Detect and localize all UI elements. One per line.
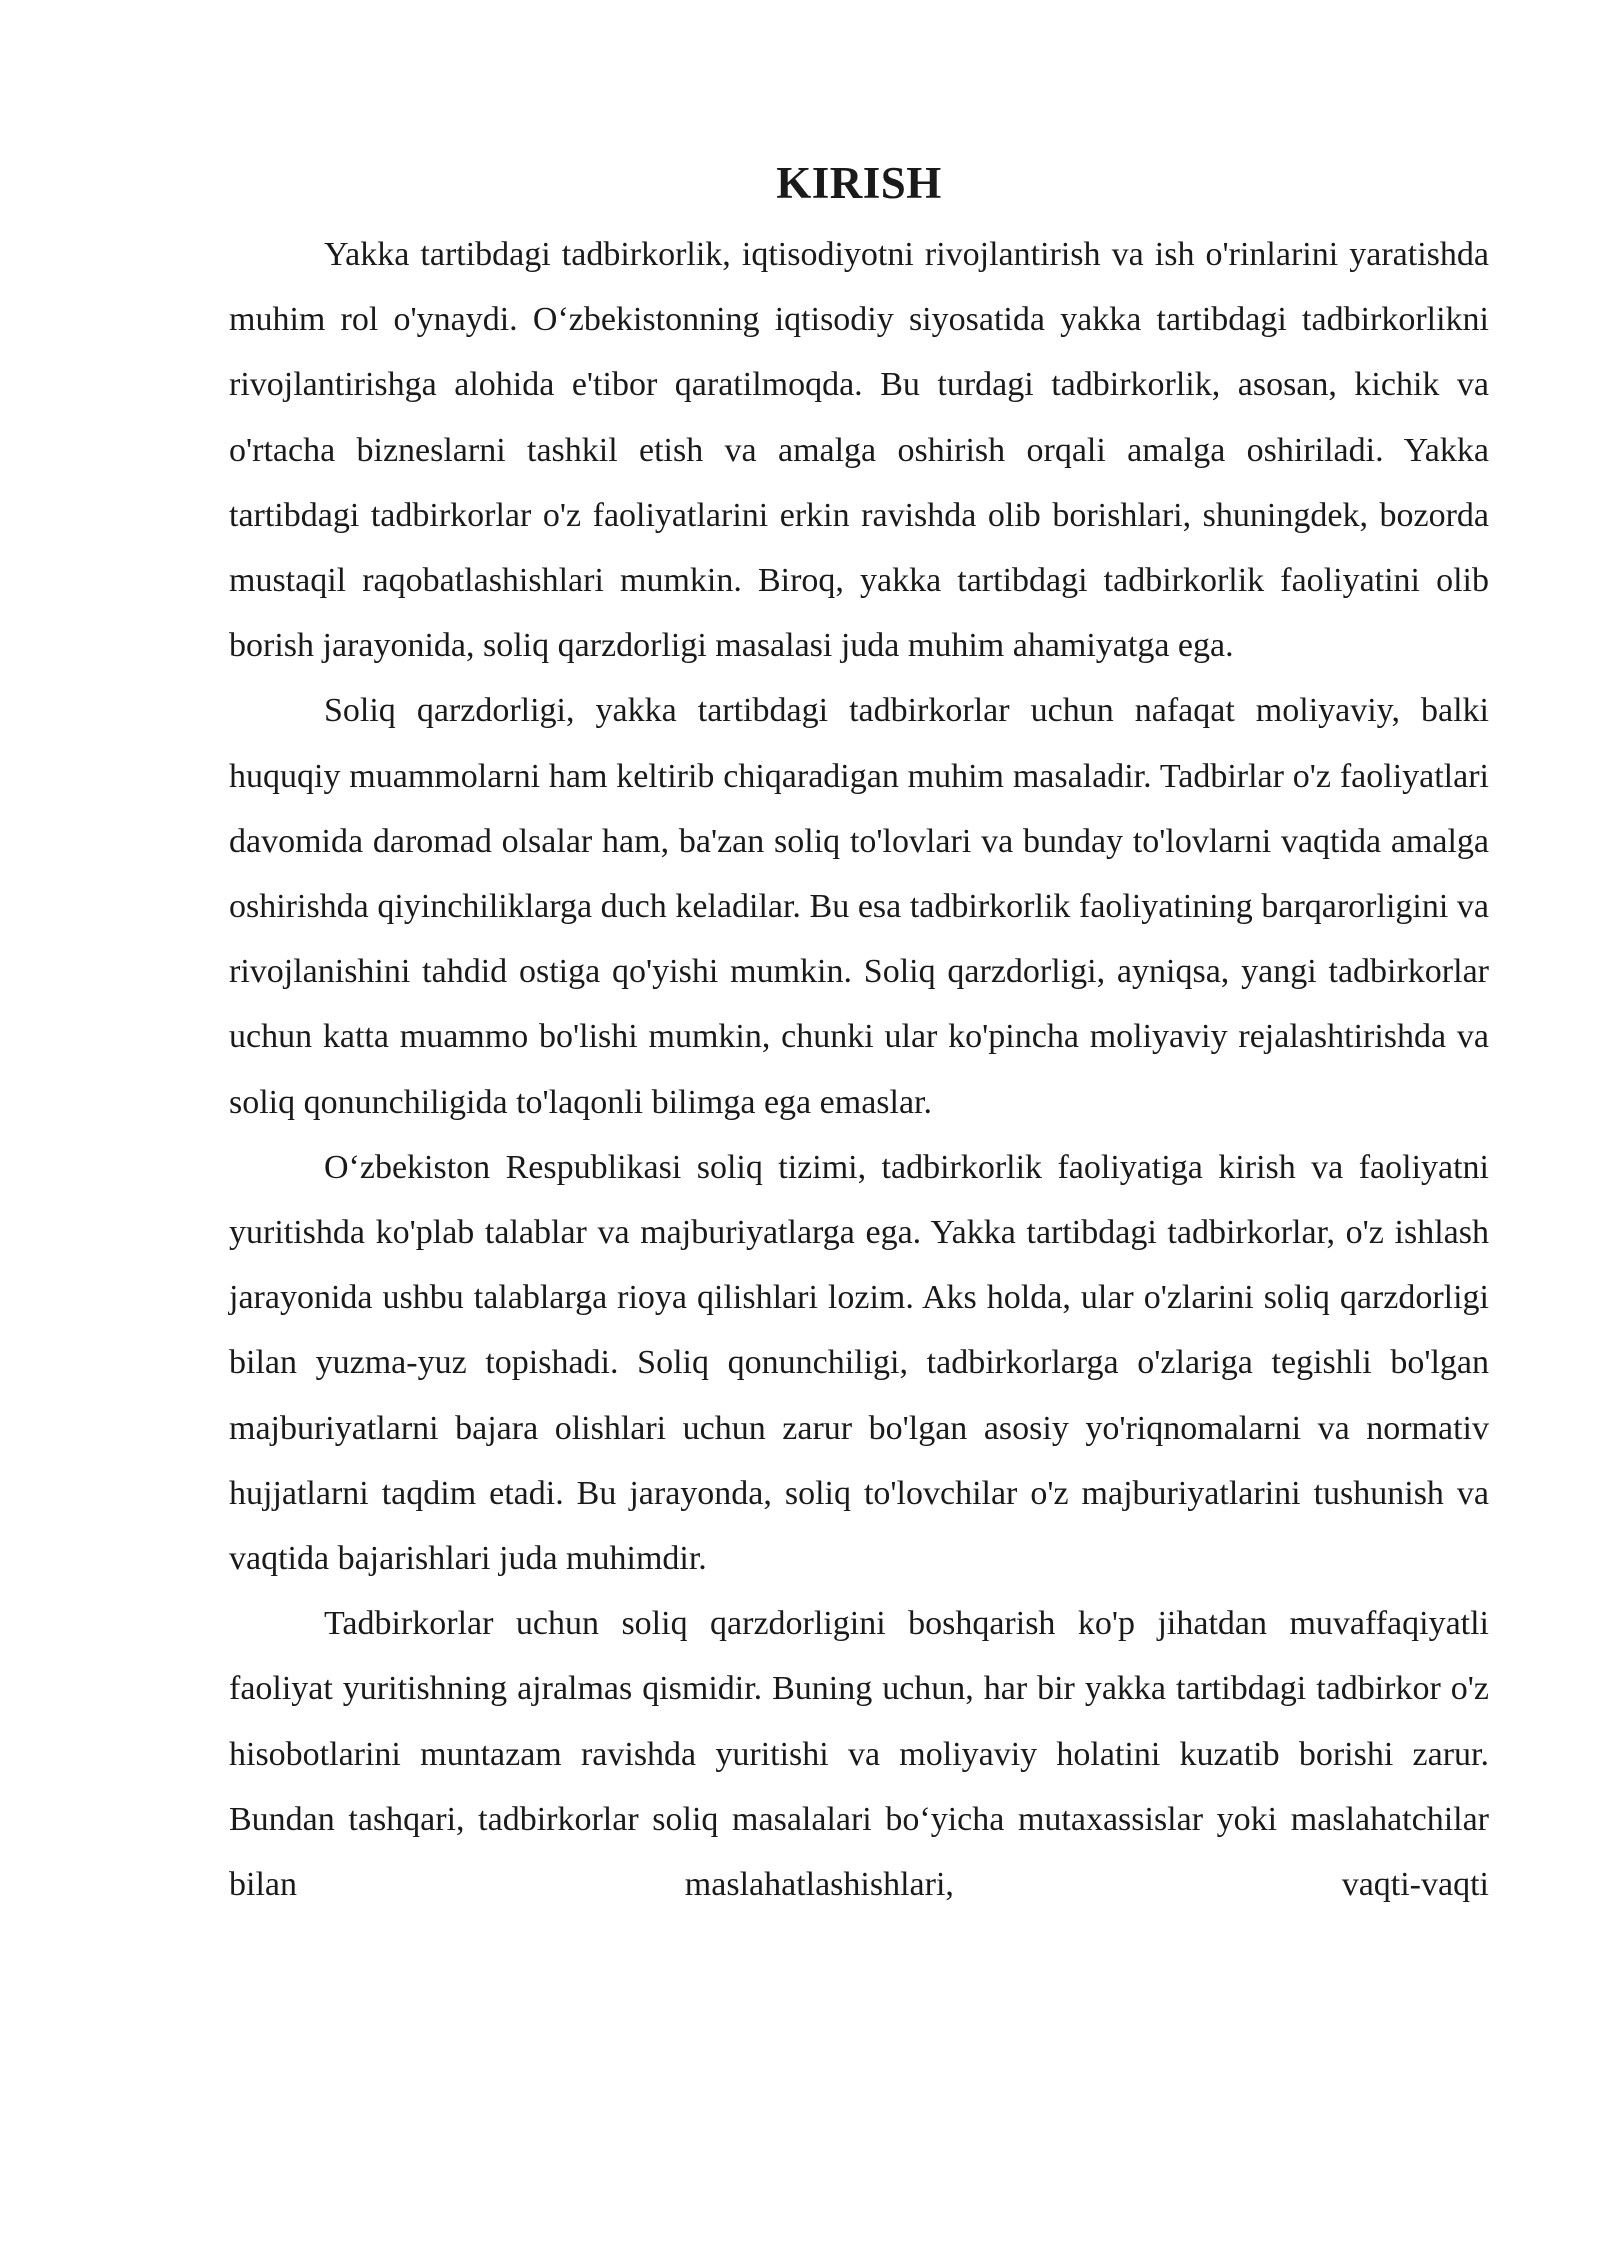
paragraph-2: Soliq qarzdorligi, yakka tartibdagi tadbirkorlar uchun nafaqat moliyaviy, balki huquqiy muammolarni ham keltirib chiqaradigan muhim masaladir. Tadbirlar o'z faoliyatlari davomida daromad olsalar ham, ba'zan soliq to'lovlari va bunday to'lovlarni vaqtida amalga oshirishda qiyinchiliklarga duch keladilar. Bu esa tadbirkorlik faoliyatining barqarorligini va rivojlanishini tahdid ostiga qo'yishi mumkin. Soliq qarzdorligi, ayniqsa, yangi tadbirkorlar uchun katta muammo bo'lishi mumkin, chunki ular ko'pincha moliyaviy rejalashtirishda va soliq qonunchiligida to'laqonli bilimga ega emaslar. <box>229 692 1489 1121</box>
document-page <box>229 150 1489 1917</box>
page-title: KIRISH <box>776 158 942 208</box>
paragraph-3: O‘zbekiston Respublikasi soliq tizimi, tadbirkorlik faoliyatiga kirish va faoliyatni yuritishda ko'plab talablar va majburiyatlarga ega. Yakka tartibdagi tadbirkorlar, o'z ishlash jarayonida ushbu talablarga rioya qilishlari lozim. Aks holda, ular o'zlarini soliq qarzdorligi bilan yuzma-yuz topishadi. Soliq qonunchiligi, tadbirkorlarga o'zlariga tegishli bo'lgan majburiyatlarni bajara olishlari uchun zarur bo'lgan asosiy yo'riqnomalarni va normativ hujjatlarni taqdim etadi. Bu jarayonda, soliq to'lovchilar o'z majburiyatlarini tushunish va vaqtida bajarishlari juda muhimdir. <box>229 1148 1489 1578</box>
paragraph-1: Yakka tartibdagi tadbirkorlik, iqtisodiyotni rivojlantirish va ish o'rinlarini yaratishda muhim rol o'ynaydi. O‘zbekistonning iqtisodiy siyosatida yakka tartibdagi tadbirkorlikni rivojlantirishga alohida e'tibor qaratilmoqda. Bu turdagi tadbirkorlik, asosan, kichik va o'rtacha bizneslarni tashkil etish va amalga oshirish orqali amalga oshiriladi. Yakka tartibdagi tadbirkorlar o'z faoliyatlarini erkin ravishda olib borishlari, shuningdek, bozorda mustaqil raqobatlashishlari mumkin. Biroq, yakka tartibdagi tadbirkorlik faoliyatini olib borish jarayonida, soliq qarzdorligi masalasi juda muhim ahamiyatga ega. <box>229 236 1489 665</box>
paragraph-4: Tadbirkorlar uchun soliq qarzdorligini boshqarish ko'p jihatdan muvaffaqiyatli faoliyat yuritishning ajralmas qismidir. Buning uchun, har bir yakka tartibdagi tadbirkor o'z hisobotlarini muntazam ravishda yuritishi va moliyaviy holatini kuzatib borishi zarur. Bundan tashqari, tadbirkorlar soliq masalalari bo‘yicha mutaxassislar yoki maslahatchilar bilan maslahatlashishlari, vaqti-vaqti <box>229 1605 1489 1904</box>
